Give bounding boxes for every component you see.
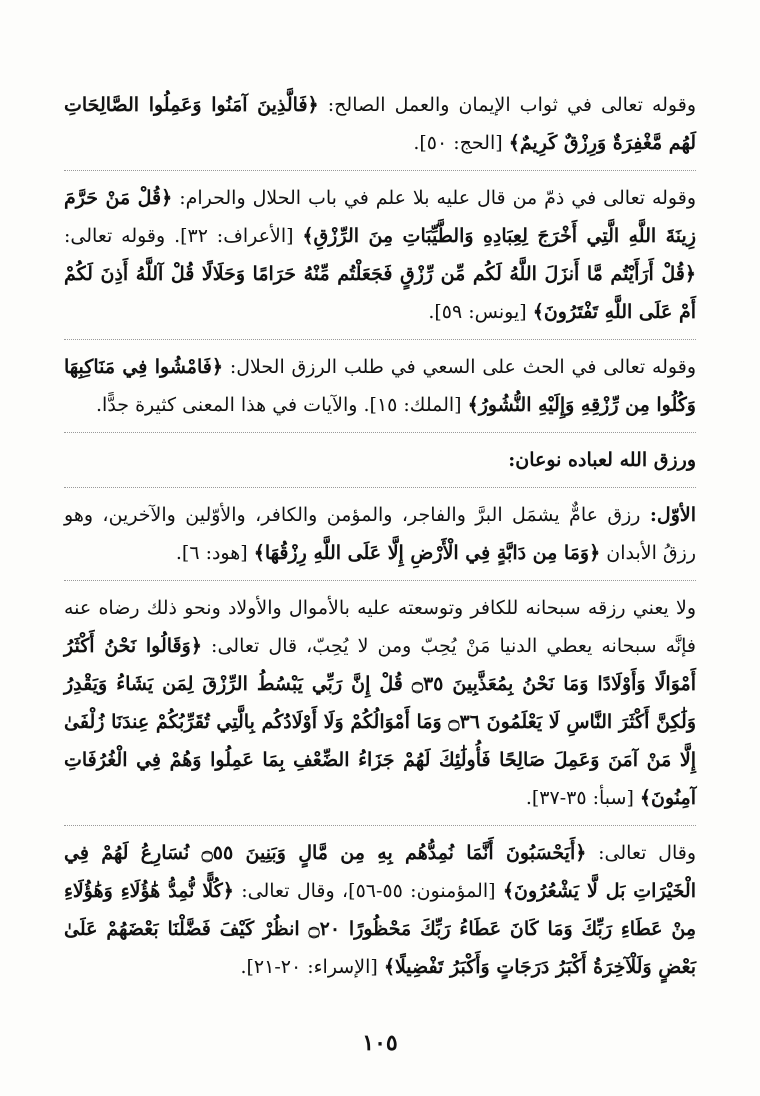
divider (64, 580, 696, 581)
paragraph-lead: وقوله تعالى في ذمّ من قال عليه بلا علم في باب الحلال والحرام: (179, 187, 697, 209)
section-heading: ورزق الله لعباده نوعان: (508, 449, 696, 471)
paragraph-seeking-provision (64, 348, 696, 424)
divider (64, 487, 696, 488)
paragraph-last (64, 834, 696, 986)
paragraph-text: ولا يعني رزقه سبحانه للكافر وتوسعته عليه بالأموال والأولاد ونحو ذلك رضاه عنه فإنَّه سبحانه يعطي الدنيا مَنْ يُحِبّ ومن لا يُحِبّ، قال تعالى: (64, 597, 696, 657)
page-number: ١٠٥ (362, 1030, 398, 1056)
verse-reference: [المؤمنون: ٥٥-٥٦]، وقال تعالى: (241, 880, 496, 902)
paragraph-first-type (64, 496, 696, 572)
verse-reference: [الأعراف: ٣٢]. وقوله تعالى: (64, 225, 294, 247)
paragraph-lead: وقوله تعالى في ثواب الإيمان والعمل الصالح: (327, 94, 696, 116)
paragraph-reward (64, 86, 696, 162)
quran-verse: ﴿أَيَحْسَبُونَ أَنَّمَا نُمِدُّهُم بِهِ مِن مَّالٍ وَبَنِينَ ۝٥٥ نُسَارِعُ لَهُمْ فِي الْخَيْرَاتِ بَل لَّا يَشْعُرُونَ﴾ (64, 842, 696, 902)
quran-verse: ﴿وَمَا مِن دَابَّةٍ فِي الْأَرْضِ إِلَّا عَلَى اللَّهِ رِزْقُهَا﴾ (253, 542, 601, 564)
paragraph-lead: وقال تعالى: (598, 842, 696, 864)
divider (64, 339, 696, 340)
paragraph-text: رزق عامٌّ يشمَل البرَّ والفاجر، والمؤمن والكافر، والأوّلين والآخرين، وهو رزقُ الأبدان (64, 504, 696, 564)
quran-verse: ﴿قُلْ مَنْ حَرَّمَ زِينَةَ اللَّهِ الَّتِي أَخْرَجَ لِعِبَادِهِ وَالطَّيِّبَاتِ مِنَ الرِّزْقِ﴾ (64, 187, 696, 247)
quran-verse: ﴿وَقَالُوا نَحْنُ أَكْثَرُ أَمْوَالًا وَأَوْلَادًا وَمَا نَحْنُ بِمُعَذَّبِينَ ۝٣٥ قُلْ إِنَّ رَبِّي يَبْسُطُ الرِّزْقَ لِمَن يَشَاءُ وَيَقْدِرُ وَلَٰكِنَّ أَكْثَرَ النَّاسِ لَا يَعْلَمُونَ ۝٣٦ وَمَا أَمْوَالُكُمْ وَلَا أَوْلَادُكُم بِالَّتِي تُقَرِّبُكُمْ عِندَنَا زُلْفَىٰ إِلَّا مَنْ آمَنَ وَعَمِلَ صَالِحًا فَأُولَٰئِكَ لَهُمْ جَزَاءُ الضِّعْفِ بِمَا عَمِلُوا وَهُمْ فِي الْغُرُفَاتِ آمِنُونَ﴾ (64, 635, 696, 809)
verse-reference: [يونس: ٥٩]. (428, 301, 527, 323)
paragraph-wealth (64, 589, 696, 817)
quran-verse: ﴿فَالَّذِينَ آمَنُوا وَعَمِلُوا الصَّالِحَاتِ لَهُم مَّغْفِرَةٌ وَرِزْقٌ كَرِيمٌ﴾ (64, 94, 696, 154)
quran-verse: ﴿فَامْشُوا فِي مَنَاكِبِهَا وَكُلُوا مِن رِّزْقِهِ وَإِلَيْهِ النُّشُورُ﴾ (64, 356, 696, 416)
divider (64, 825, 696, 826)
paragraph-halal-haram (64, 179, 696, 331)
verse-reference: [الملك: ١٥]. والآيات في هذا المعنى كثيرة جدًّا. (96, 394, 462, 416)
divider (64, 170, 696, 171)
quran-verse: ﴿كُلًّا نُّمِدُّ هَٰؤُلَاءِ وَهَٰؤُلَاءِ مِنْ عَطَاءِ رَبِّكَ وَمَا كَانَ عَطَاءُ رَبِّكَ مَحْظُورًا ۝٢٠ انظُرْ كَيْفَ فَضَّلْنَا بَعْضَهُمْ عَلَىٰ بَعْضٍ وَلَلْآخِرَةُ أَكْبَرُ دَرَجَاتٍ وَأَكْبَرُ تَفْضِيلًا﴾ (64, 880, 696, 978)
verse-reference: [هود: ٦]. (175, 542, 248, 564)
page-content (64, 86, 696, 986)
verse-reference: [سبأ: ٣٥-٣٧]. (525, 787, 634, 809)
divider (64, 432, 696, 433)
verse-reference: [الحج: ٥٠]. (413, 132, 503, 154)
quran-verse: ﴿قُلْ أَرَأَيْتُم مَّا أَنزَلَ اللَّهُ لَكُم مِّن رِّزْقٍ فَجَعَلْتُم مِّنْهُ حَرَامًا وَحَلَالًا قُلْ آللَّهُ أَذِنَ لَكُمْ أَمْ عَلَى اللَّهِ تَفْتَرُونَ﴾ (64, 263, 696, 323)
paragraph-lead: وقوله تعالى في الحث على السعي في طلب الرزق الحلال: (229, 356, 697, 378)
first-type-label: الأوّل: (649, 504, 697, 526)
verse-reference: [الإسراء: ٢٠-٢١]. (240, 956, 378, 978)
